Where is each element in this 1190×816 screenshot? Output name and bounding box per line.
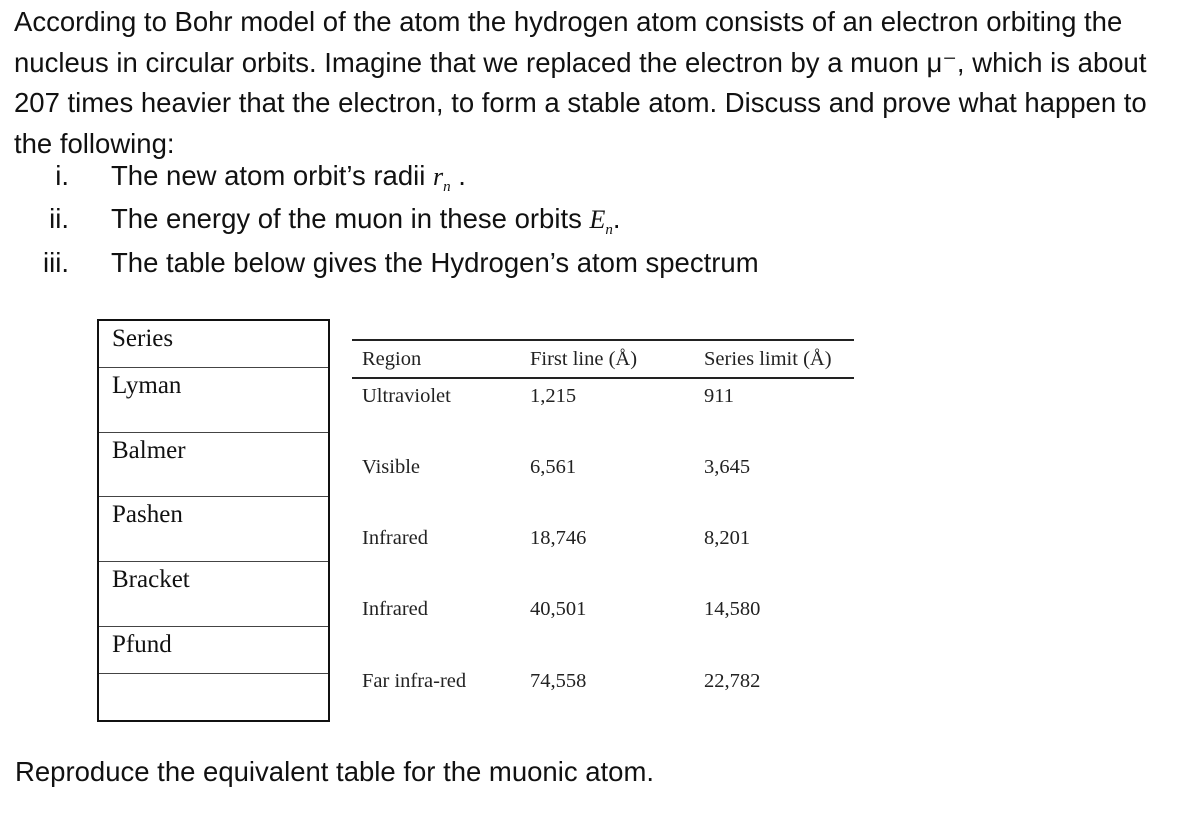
problem-intro [14, 2, 1179, 164]
series-row [99, 497, 328, 562]
series-table [97, 319, 330, 722]
cell-region: Far infra-red [362, 670, 467, 692]
energy-symbol: $E_n$ [589, 205, 613, 238]
cell-region: Ultraviolet [362, 385, 451, 407]
question-i: i. The new atom orbit’s radii $r_n$ . [14, 160, 914, 200]
cell-first-line: 6,561 [530, 456, 577, 478]
task-footer: Reproduce the equivalent table for the muonic atom. [15, 756, 654, 787]
series-row [99, 562, 328, 627]
question-text: The table below gives the Hydrogen’s atom spectrum [111, 247, 759, 278]
question-text: The new atom orbit’s radii [111, 160, 426, 191]
series-header-cell [99, 321, 328, 368]
header-series-limit: Series limit (Å) [704, 348, 832, 370]
cell-series-limit: 3,645 [704, 456, 751, 478]
cell-series-limit: 8,201 [704, 527, 751, 549]
header-first-line: First line (Å) [530, 348, 638, 370]
spectrum-table [352, 339, 854, 692]
cell-series-limit: 911 [704, 385, 734, 407]
series-header: Series [112, 325, 174, 352]
cell-region: Infrared [362, 598, 429, 620]
cell-first-line: 74,558 [530, 670, 587, 692]
series-name: Pfund [112, 631, 172, 658]
series-name: Bracket [112, 566, 190, 593]
cell-first-line: 18,746 [530, 527, 587, 549]
cell-region: Visible [362, 456, 420, 478]
question-number: i. [55, 160, 69, 191]
series-row [99, 433, 328, 497]
table-top-rule [352, 339, 854, 341]
intro-text: According to Bohr model of the atom the hydrogen atom consists of an electron orbiting the nucleus in circular orbits. Imagine that we replaced the electron by a muon μ⁻, which is about 207 times heavier that the electron, to form a stable atom. Discuss and prove what happen to the following: [14, 6, 1147, 159]
cell-series-limit: 22,782 [704, 670, 761, 692]
question-text: The energy of the muon in these orbits [111, 203, 582, 234]
series-name: Pashen [112, 501, 183, 528]
cell-series-limit: 14,580 [704, 598, 761, 620]
series-name: Lyman [112, 372, 182, 399]
cell-first-line: 40,501 [530, 598, 587, 620]
cell-first-line: 1,215 [530, 385, 577, 407]
cell-region: Infrared [362, 527, 429, 549]
series-name: Balmer [112, 437, 186, 464]
radius-symbol: $r_n$ [433, 162, 451, 195]
table-header-rule [352, 377, 854, 379]
header-region: Region [362, 348, 422, 370]
question-number: iii. [43, 247, 69, 278]
series-row [99, 627, 328, 674]
series-row [99, 368, 328, 433]
question-ii: ii. The energy of the muon in these orbits $E_n$. [14, 203, 914, 243]
question-number: ii. [49, 203, 69, 234]
question-iii [14, 247, 914, 287]
